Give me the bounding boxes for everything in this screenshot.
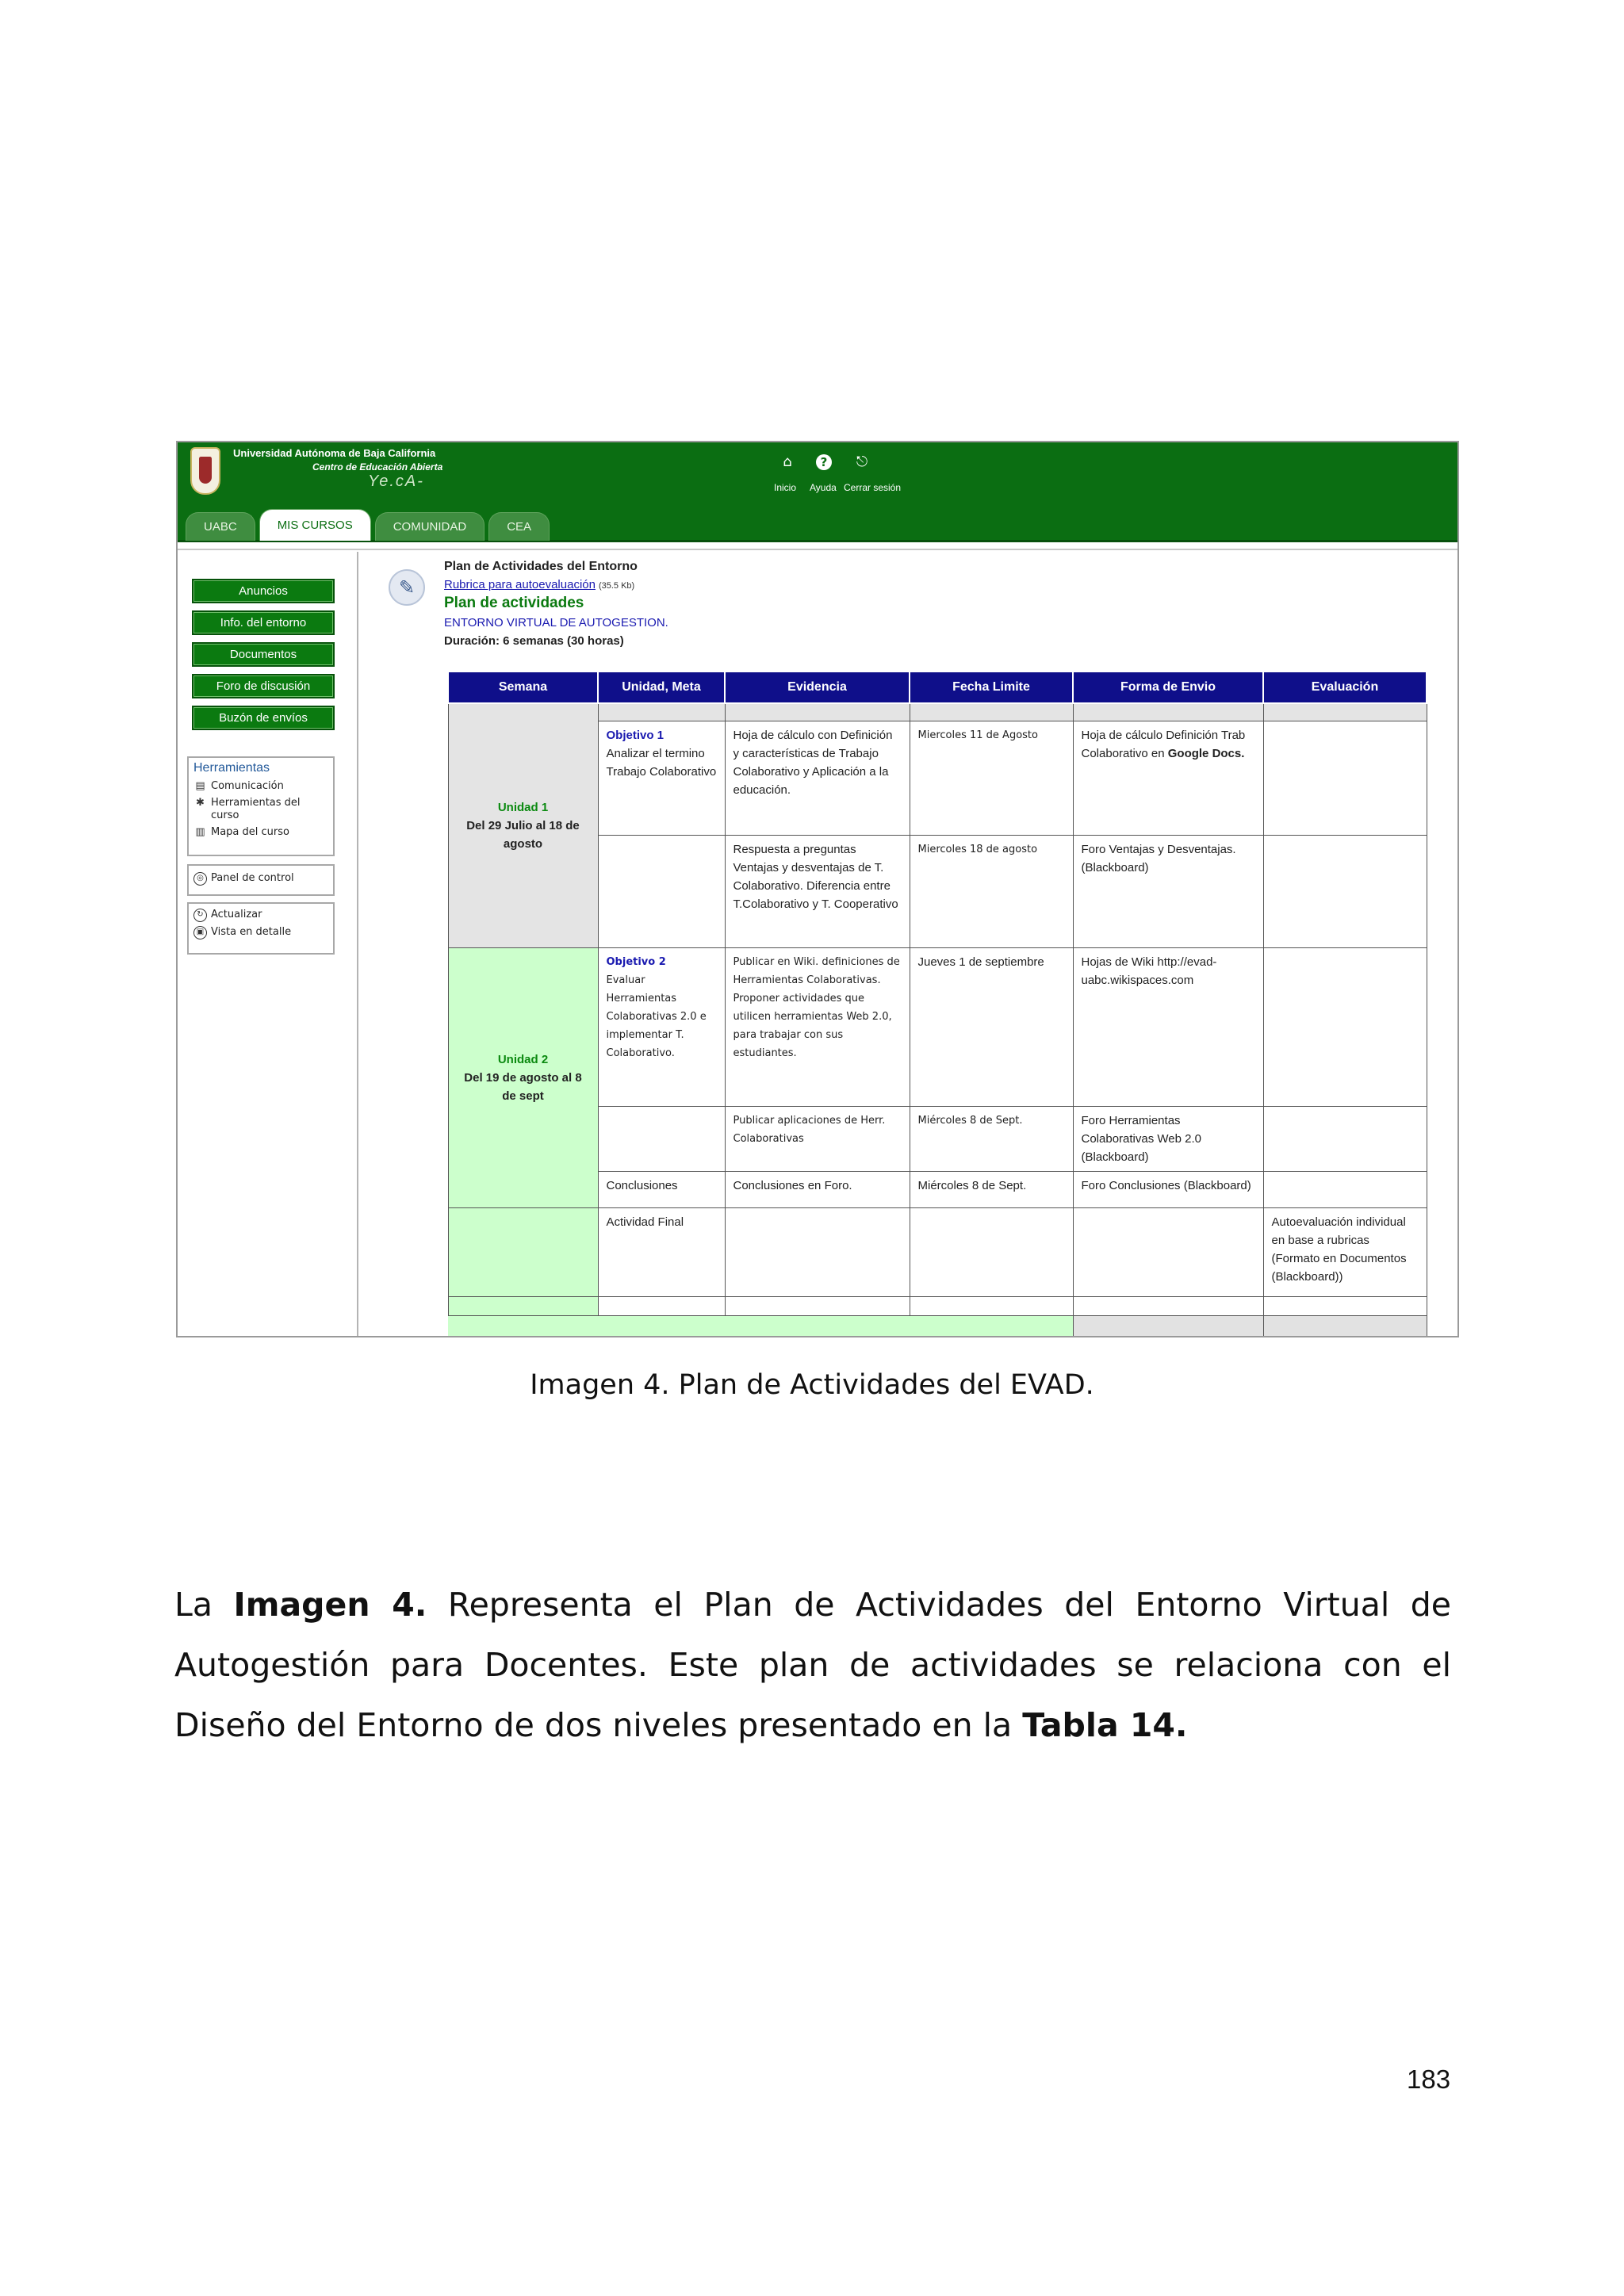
- image-reference: Imagen 4.: [233, 1586, 427, 1624]
- unit1-dates: Del 29 Julio al 18 de agosto: [466, 818, 580, 851]
- rubric-file-size: (35.5 Kb): [598, 581, 635, 591]
- para-start: La: [174, 1586, 234, 1624]
- send-cell: Foro Conclusiones (Blackboard): [1073, 1171, 1263, 1207]
- evidence-cell: Conclusiones en Foro.: [725, 1171, 910, 1207]
- rubric-link[interactable]: [444, 578, 634, 591]
- self-evaluation-cell: Autoevaluación individual en base a rubricas (Formato en Documentos (Blackboard)): [1263, 1207, 1427, 1296]
- col-header-fecha: Fecha Limite: [910, 672, 1073, 703]
- tool-mapa[interactable]: [193, 826, 328, 839]
- tool-mapa-label: Mapa del curso: [211, 826, 289, 838]
- course-sidebar: [178, 552, 358, 1337]
- week-cell-unit2: [448, 947, 598, 1207]
- detail-view-link[interactable]: [193, 926, 328, 939]
- objective-cell: [598, 1106, 725, 1171]
- tab-mis-cursos[interactable]: MIS CURSOS: [259, 509, 371, 541]
- send-cell: [1073, 1207, 1263, 1296]
- objective1-text: Analizar el termino Trabajo Colaborativo: [606, 746, 717, 779]
- unit1-label: Unidad 1: [497, 800, 549, 814]
- environment-name: ENTORNO VIRTUAL DE AUTOGESTION.: [444, 616, 668, 629]
- table-reference: Tabla 14.: [1022, 1706, 1188, 1744]
- actions-box: [187, 902, 335, 955]
- university-name: Universidad Autónoma de Baja California: [233, 447, 436, 459]
- tool-comunicacion-label: Comunicación: [211, 780, 284, 792]
- nav-documentos-button[interactable]: Documentos: [192, 642, 335, 667]
- evidence-cell: Respuesta a preguntas Ventajas y desventajas de T. Colaborativo. Diferencia entre T.Colaborativo y T. Cooperativo: [725, 835, 910, 947]
- cea-logo: Ye.cA-: [368, 473, 424, 490]
- tab-uabc[interactable]: UABC: [186, 512, 255, 541]
- tool-comunicacion[interactable]: [193, 780, 328, 793]
- control-panel-link[interactable]: [193, 872, 328, 886]
- deadline-cell: Miercoles 18 de agosto: [910, 835, 1073, 947]
- evidence-cell: Hoja de cálculo con Definición y características de Trabajo Colaborativo y Aplicación a la educación.: [725, 721, 910, 835]
- unit2-label: Unidad 2: [497, 1052, 549, 1066]
- plan-document-icon: ✎: [389, 569, 425, 606]
- help-icon[interactable]: ?: [816, 454, 832, 470]
- main-tabs: [186, 509, 550, 541]
- col-header-evaluacion: Evaluación: [1263, 672, 1427, 703]
- plan-title: Plan de actividades: [444, 595, 584, 611]
- evidence-cell: Publicar aplicaciones de Herr. Colaborativas: [725, 1106, 910, 1171]
- page-number: 183: [1407, 2064, 1451, 2094]
- nav-anuncios-button[interactable]: Anuncios: [192, 579, 335, 603]
- control-panel-label: Panel de control: [211, 872, 294, 884]
- refresh-label: Actualizar: [211, 909, 262, 920]
- evidence-cell: [725, 947, 910, 1106]
- evidence-cell: [725, 1207, 910, 1296]
- objective1-cell: [598, 721, 725, 835]
- tools-panel: [187, 756, 335, 856]
- tool-herramientas-label: Herramientas del curso: [211, 797, 301, 821]
- activities-plan-table: [447, 671, 1427, 1337]
- home-icon[interactable]: ⌂: [783, 453, 792, 470]
- map-icon: ▥: [195, 826, 205, 838]
- nav-info-entorno-button[interactable]: Info. del entorno: [192, 610, 335, 635]
- send-cell: [1073, 721, 1263, 835]
- rubric-link-text[interactable]: Rubrica para autoevaluación: [444, 578, 596, 591]
- refresh-link[interactable]: [193, 909, 328, 922]
- week-cell-unit1: [448, 703, 598, 947]
- evaluation-cell: [1263, 1171, 1427, 1207]
- deadline-cell: Jueves 1 de septiembre: [910, 947, 1073, 1106]
- deadline-cell: [910, 1207, 1073, 1296]
- evidence-wiki-text: Publicar en Wiki. definiciones de Herramientas Colaborativas.: [733, 955, 900, 986]
- col-header-unidad: Unidad, Meta: [598, 672, 725, 703]
- objective2-text: Evaluar Herramientas Colaborativas 2.0 e implementar T. Colaborativo.: [606, 974, 707, 1059]
- home-link[interactable]: Inicio: [774, 482, 797, 493]
- body-paragraph: [174, 1575, 1451, 1755]
- unit2-dates: Del 19 de agosto al 8 de sept: [464, 1070, 582, 1103]
- col-header-semana: Semana: [448, 672, 598, 703]
- logout-link[interactable]: Cerrar sesión: [844, 482, 902, 493]
- communication-icon: ▤: [195, 780, 205, 792]
- tab-comunidad[interactable]: COMUNIDAD: [375, 512, 485, 541]
- tool-herramientas[interactable]: [193, 797, 328, 822]
- table-footer-row: [448, 1315, 1427, 1337]
- center-name: Centro de Educación Abierta: [312, 461, 443, 473]
- col-header-forma-envio: Forma de Envio: [1073, 672, 1263, 703]
- conclusions-cell: Conclusiones: [598, 1171, 725, 1207]
- deadline-cell: Miércoles 8 de Sept.: [910, 1106, 1073, 1171]
- final-activity-cell: Actividad Final: [598, 1207, 725, 1296]
- wrench-icon: ✱: [196, 797, 205, 809]
- university-shield-logo[interactable]: [190, 447, 220, 495]
- footer-green-band: [448, 1315, 1073, 1337]
- control-panel-box: [187, 864, 335, 896]
- evaluation-cell: [1263, 1106, 1427, 1171]
- control-panel-icon: ◎: [193, 872, 207, 886]
- evidence-proposal-text: Proponer actividades que utilicen herramientas Web 2.0, para trabajar con sus estudiantes.: [733, 992, 892, 1059]
- deadline-cell: Miercoles 11 de Agosto: [910, 721, 1073, 835]
- detail-view-icon: ▣: [193, 926, 207, 939]
- google-docs-text: Google Docs.: [1167, 746, 1245, 760]
- table-row: [448, 1296, 1427, 1315]
- week-cell-final: [448, 1207, 598, 1296]
- objective2-label: Objetivo 2: [606, 955, 666, 968]
- objective2-cell: [598, 947, 725, 1106]
- col-header-evidencia: Evidencia: [725, 672, 910, 703]
- help-link[interactable]: Ayuda: [810, 482, 837, 493]
- figure-caption: Imagen 4. Plan de Actividades del EVAD.: [530, 1369, 1094, 1401]
- tab-cea[interactable]: CEA: [488, 512, 550, 541]
- logout-icon[interactable]: ⎋: [856, 453, 868, 470]
- para-middle: Representa el Plan de Actividades del Entorno Virtual de Autogestión para Docentes. Este plan de actividades se relaciona con el Diseño del Entorno de dos niveles presentado en la: [174, 1586, 1452, 1744]
- tab-underline: [178, 542, 1457, 550]
- main-content: [360, 552, 1459, 1337]
- nav-foro-button[interactable]: Foro de discusión: [192, 674, 335, 698]
- send-text: Hoja de cálculo Definición Trab Colaborativo en: [1081, 728, 1246, 760]
- tools-title: Herramientas: [193, 761, 270, 775]
- evaluation-cell: [1263, 947, 1427, 1106]
- evaluation-cell: [1263, 835, 1427, 947]
- table-spacer-row: [448, 703, 1427, 721]
- table-header-row: [448, 672, 1427, 703]
- table-row: [448, 947, 1427, 1106]
- plan-heading: Plan de Actividades del Entorno: [444, 560, 638, 573]
- footer-gray-cell: [1263, 1315, 1427, 1337]
- table-row: [448, 1207, 1427, 1296]
- refresh-icon: ↻: [193, 909, 207, 922]
- site-header: [178, 442, 1457, 542]
- nav-buzon-button[interactable]: Buzón de envíos: [192, 706, 335, 730]
- week-cell-empty: [448, 1296, 598, 1315]
- deadline-cell: Miércoles 8 de Sept.: [910, 1171, 1073, 1207]
- footer-gray-cell: [1073, 1315, 1263, 1337]
- objective-cell: [598, 835, 725, 947]
- send-cell: Hojas de Wiki http://evad-uabc.wikispaces.com: [1073, 947, 1263, 1106]
- detail-view-label: Vista en detalle: [211, 926, 292, 938]
- evaluation-cell: [1263, 721, 1427, 835]
- plan-duration: Duración: 6 semanas (30 horas): [444, 634, 624, 648]
- send-cell: Foro Herramientas Colaborativas Web 2.0 (Blackboard): [1073, 1106, 1263, 1171]
- objective1-label: Objetivo 1: [606, 728, 665, 742]
- send-cell: Foro Ventajas y Desventajas. (Blackboard): [1073, 835, 1263, 947]
- screenshot-figure: [176, 441, 1459, 1337]
